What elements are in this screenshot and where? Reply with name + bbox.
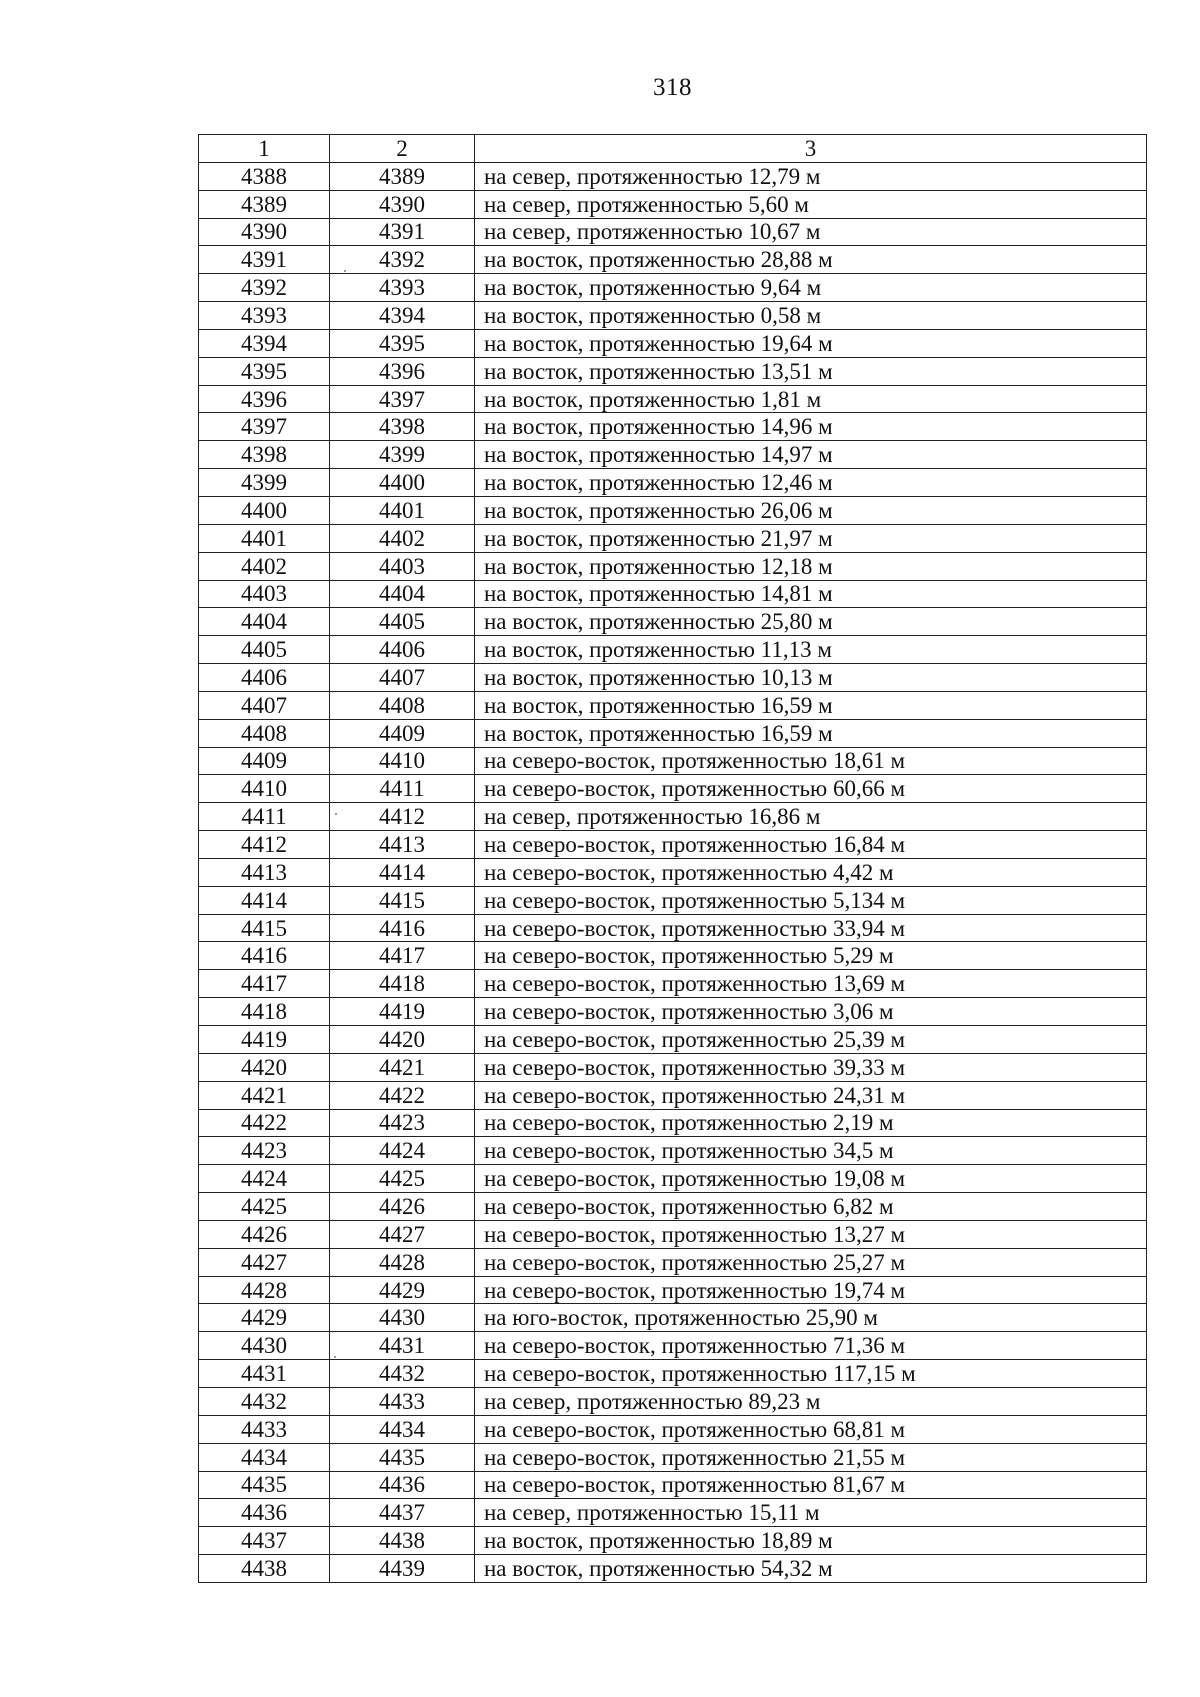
direction-length-cell: на восток, протяженностью 14,96 м — [475, 413, 1147, 441]
to-point-cell: 4400 — [330, 469, 475, 497]
direction-length-cell: на северо-восток, протяженностью 19,74 м — [475, 1276, 1147, 1304]
to-point-cell: 4430 — [330, 1304, 475, 1332]
scan-speck — [334, 1356, 336, 1358]
to-point-cell: 4437 — [330, 1499, 475, 1527]
table-row — [199, 942, 1147, 970]
from-point-cell: 4426 — [199, 1220, 330, 1248]
from-point-cell: 4438 — [199, 1555, 330, 1583]
from-point-cell: 4403 — [199, 580, 330, 608]
boundary-points-table — [198, 134, 1147, 1583]
to-point-cell: 4403 — [330, 552, 475, 580]
to-point-cell: 4419 — [330, 998, 475, 1026]
direction-length-cell: на северо-восток, протяженностью 39,33 м — [475, 1053, 1147, 1081]
from-point-cell: 4408 — [199, 719, 330, 747]
from-point-cell: 4413 — [199, 858, 330, 886]
table-row — [199, 580, 1147, 608]
to-point-cell: 4414 — [330, 858, 475, 886]
table-row — [199, 357, 1147, 385]
from-point-cell: 4436 — [199, 1499, 330, 1527]
direction-length-cell: на север, протяженностью 16,86 м — [475, 803, 1147, 831]
to-point-cell: 4421 — [330, 1053, 475, 1081]
table-row — [199, 524, 1147, 552]
from-point-cell: 4393 — [199, 302, 330, 330]
direction-length-cell: на северо-восток, протяженностью 117,15 м — [475, 1360, 1147, 1388]
from-point-cell: 4399 — [199, 469, 330, 497]
to-point-cell: 4399 — [330, 441, 475, 469]
boundary-table-container — [198, 134, 1146, 1583]
from-point-cell: 4431 — [199, 1360, 330, 1388]
to-point-cell: 4397 — [330, 385, 475, 413]
from-point-cell: 4429 — [199, 1304, 330, 1332]
direction-length-cell: на северо-восток, протяженностью 25,27 м — [475, 1248, 1147, 1276]
to-point-cell: 4438 — [330, 1527, 475, 1555]
to-point-cell: 4439 — [330, 1555, 475, 1583]
direction-length-cell: на восток, протяженностью 11,13 м — [475, 636, 1147, 664]
to-point-cell: 4429 — [330, 1276, 475, 1304]
direction-length-cell: на север, протяженностью 12,79 м — [475, 162, 1147, 190]
table-row — [199, 385, 1147, 413]
direction-length-cell: на северо-восток, протяженностью 21,55 м — [475, 1443, 1147, 1471]
to-point-cell: 4410 — [330, 747, 475, 775]
direction-length-cell: на северо-восток, протяженностью 2,19 м — [475, 1109, 1147, 1137]
table-row — [199, 1360, 1147, 1388]
direction-length-cell: на восток, протяженностью 21,97 м — [475, 524, 1147, 552]
direction-length-cell: на северо-восток, протяженностью 6,82 м — [475, 1193, 1147, 1221]
table-row — [199, 413, 1147, 441]
table-row — [199, 831, 1147, 859]
from-point-cell: 4394 — [199, 329, 330, 357]
from-point-cell: 4421 — [199, 1081, 330, 1109]
table-row — [199, 218, 1147, 246]
from-point-cell: 4402 — [199, 552, 330, 580]
from-point-cell: 4423 — [199, 1137, 330, 1165]
from-point-cell: 4425 — [199, 1193, 330, 1221]
table-row — [199, 1527, 1147, 1555]
from-point-cell: 4404 — [199, 608, 330, 636]
direction-length-cell: на северо-восток, протяженностью 13,27 м — [475, 1220, 1147, 1248]
direction-length-cell: на северо-восток, протяженностью 81,67 м — [475, 1471, 1147, 1499]
to-point-cell: 4420 — [330, 1026, 475, 1054]
direction-length-cell: на восток, протяженностью 0,58 м — [475, 302, 1147, 330]
table-row — [199, 1248, 1147, 1276]
from-point-cell: 4390 — [199, 218, 330, 246]
direction-length-cell: на север, протяженностью 89,23 м — [475, 1387, 1147, 1415]
table-row — [199, 998, 1147, 1026]
table-row — [199, 246, 1147, 274]
column-header-2: 2 — [330, 135, 475, 163]
from-point-cell: 4435 — [199, 1471, 330, 1499]
direction-length-cell: на восток, протяженностью 14,81 м — [475, 580, 1147, 608]
table-body — [199, 162, 1147, 1582]
from-point-cell: 4388 — [199, 162, 330, 190]
direction-length-cell: на северо-восток, протяженностью 4,42 м — [475, 858, 1147, 886]
from-point-cell: 4410 — [199, 775, 330, 803]
direction-length-cell: на восток, протяженностью 9,64 м — [475, 274, 1147, 302]
table-row — [199, 775, 1147, 803]
to-point-cell: 4405 — [330, 608, 475, 636]
table-row — [199, 691, 1147, 719]
direction-length-cell: на северо-восток, протяженностью 71,36 м — [475, 1332, 1147, 1360]
to-point-cell: 4394 — [330, 302, 475, 330]
to-point-cell: 4409 — [330, 719, 475, 747]
to-point-cell: 4404 — [330, 580, 475, 608]
to-point-cell: 4416 — [330, 914, 475, 942]
to-point-cell: 4434 — [330, 1415, 475, 1443]
table-row — [199, 1053, 1147, 1081]
table-row — [199, 747, 1147, 775]
table-row — [199, 1415, 1147, 1443]
to-point-cell: 4433 — [330, 1387, 475, 1415]
table-row — [199, 496, 1147, 524]
to-point-cell: 4402 — [330, 524, 475, 552]
direction-length-cell: на восток, протяженностью 12,18 м — [475, 552, 1147, 580]
direction-length-cell: на восток, протяженностью 18,89 м — [475, 1527, 1147, 1555]
from-point-cell: 4434 — [199, 1443, 330, 1471]
from-point-cell: 4396 — [199, 385, 330, 413]
direction-length-cell: на восток, протяженностью 16,59 м — [475, 719, 1147, 747]
table-row — [199, 970, 1147, 998]
from-point-cell: 4433 — [199, 1415, 330, 1443]
from-point-cell: 4409 — [199, 747, 330, 775]
to-point-cell: 4393 — [330, 274, 475, 302]
table-row — [199, 469, 1147, 497]
from-point-cell: 4398 — [199, 441, 330, 469]
from-point-cell: 4397 — [199, 413, 330, 441]
from-point-cell: 4422 — [199, 1109, 330, 1137]
direction-length-cell: на северо-восток, протяженностью 19,08 м — [475, 1165, 1147, 1193]
table-row — [199, 608, 1147, 636]
scan-speck — [344, 270, 346, 272]
direction-length-cell: на восток, протяженностью 14,97 м — [475, 441, 1147, 469]
to-point-cell: 4401 — [330, 496, 475, 524]
table-row — [199, 1276, 1147, 1304]
direction-length-cell: на северо-восток, протяженностью 24,31 м — [475, 1081, 1147, 1109]
to-point-cell: 4423 — [330, 1109, 475, 1137]
to-point-cell: 4422 — [330, 1081, 475, 1109]
direction-length-cell: на северо-восток, протяженностью 13,69 м — [475, 970, 1147, 998]
direction-length-cell: на север, протяженностью 10,67 м — [475, 218, 1147, 246]
table-row — [199, 329, 1147, 357]
from-point-cell: 4414 — [199, 886, 330, 914]
from-point-cell: 4412 — [199, 831, 330, 859]
to-point-cell: 4396 — [330, 357, 475, 385]
to-point-cell: 4435 — [330, 1443, 475, 1471]
to-point-cell: 4395 — [330, 329, 475, 357]
from-point-cell: 4401 — [199, 524, 330, 552]
to-point-cell: 4407 — [330, 664, 475, 692]
direction-length-cell: на северо-восток, протяженностью 60,66 м — [475, 775, 1147, 803]
table-row — [199, 803, 1147, 831]
from-point-cell: 4392 — [199, 274, 330, 302]
to-point-cell: 4436 — [330, 1471, 475, 1499]
direction-length-cell: на северо-восток, протяженностью 5,134 м — [475, 886, 1147, 914]
direction-length-cell: на восток, протяженностью 54,32 м — [475, 1555, 1147, 1583]
to-point-cell: 4411 — [330, 775, 475, 803]
to-point-cell: 4413 — [330, 831, 475, 859]
direction-length-cell: на север, протяженностью 15,11 м — [475, 1499, 1147, 1527]
table-row — [199, 1387, 1147, 1415]
table-row — [199, 1443, 1147, 1471]
direction-length-cell: на северо-восток, протяженностью 34,5 м — [475, 1137, 1147, 1165]
table-row — [199, 1332, 1147, 1360]
table-row — [199, 190, 1147, 218]
from-point-cell: 4406 — [199, 664, 330, 692]
from-point-cell: 4395 — [199, 357, 330, 385]
direction-length-cell: на восток, протяженностью 28,88 м — [475, 246, 1147, 274]
from-point-cell: 4427 — [199, 1248, 330, 1276]
table-row — [199, 1137, 1147, 1165]
to-point-cell: 4391 — [330, 218, 475, 246]
to-point-cell: 4431 — [330, 1332, 475, 1360]
table-row — [199, 886, 1147, 914]
direction-length-cell: на северо-восток, протяженностью 68,81 м — [475, 1415, 1147, 1443]
table-row — [199, 1165, 1147, 1193]
table-row — [199, 1109, 1147, 1137]
direction-length-cell: на восток, протяженностью 25,80 м — [475, 608, 1147, 636]
to-point-cell: 4398 — [330, 413, 475, 441]
to-point-cell: 4415 — [330, 886, 475, 914]
direction-length-cell: на северо-восток, протяженностью 3,06 м — [475, 998, 1147, 1026]
table-row — [199, 664, 1147, 692]
direction-length-cell: на северо-восток, протяженностью 16,84 м — [475, 831, 1147, 859]
table-row — [199, 1499, 1147, 1527]
table-row — [199, 636, 1147, 664]
to-point-cell: 4427 — [330, 1220, 475, 1248]
table-header-row — [199, 135, 1147, 163]
scan-speck — [335, 813, 337, 815]
from-point-cell: 4432 — [199, 1387, 330, 1415]
to-point-cell: 4412 — [330, 803, 475, 831]
to-point-cell: 4428 — [330, 1248, 475, 1276]
direction-length-cell: на восток, протяженностью 12,46 м — [475, 469, 1147, 497]
to-point-cell: 4390 — [330, 190, 475, 218]
table-row — [199, 1471, 1147, 1499]
to-point-cell: 4425 — [330, 1165, 475, 1193]
direction-length-cell: на восток, протяженностью 10,13 м — [475, 664, 1147, 692]
from-point-cell: 4391 — [199, 246, 330, 274]
from-point-cell: 4424 — [199, 1165, 330, 1193]
to-point-cell: 4417 — [330, 942, 475, 970]
table-row — [199, 1081, 1147, 1109]
from-point-cell: 4411 — [199, 803, 330, 831]
table-row — [199, 858, 1147, 886]
from-point-cell: 4420 — [199, 1053, 330, 1081]
direction-length-cell: на восток, протяженностью 1,81 м — [475, 385, 1147, 413]
table-row — [199, 914, 1147, 942]
from-point-cell: 4428 — [199, 1276, 330, 1304]
from-point-cell: 4417 — [199, 970, 330, 998]
direction-length-cell: на восток, протяженностью 19,64 м — [475, 329, 1147, 357]
page-number: 318 — [653, 74, 692, 101]
from-point-cell: 4407 — [199, 691, 330, 719]
direction-length-cell: на восток, протяженностью 16,59 м — [475, 691, 1147, 719]
direction-length-cell: на северо-восток, протяженностью 25,39 м — [475, 1026, 1147, 1054]
from-point-cell: 4437 — [199, 1527, 330, 1555]
direction-length-cell: на север, протяженностью 5,60 м — [475, 190, 1147, 218]
direction-length-cell: на северо-восток, протяженностью 5,29 м — [475, 942, 1147, 970]
direction-length-cell: на северо-восток, протяженностью 18,61 м — [475, 747, 1147, 775]
from-point-cell: 4419 — [199, 1026, 330, 1054]
to-point-cell: 4424 — [330, 1137, 475, 1165]
table-row — [199, 441, 1147, 469]
table-row — [199, 1304, 1147, 1332]
direction-length-cell: на восток, протяженностью 13,51 м — [475, 357, 1147, 385]
to-point-cell: 4408 — [330, 691, 475, 719]
from-point-cell: 4416 — [199, 942, 330, 970]
table-row — [199, 162, 1147, 190]
from-point-cell: 4418 — [199, 998, 330, 1026]
from-point-cell: 4415 — [199, 914, 330, 942]
table-row — [199, 552, 1147, 580]
from-point-cell: 4405 — [199, 636, 330, 664]
to-point-cell: 4432 — [330, 1360, 475, 1388]
to-point-cell: 4418 — [330, 970, 475, 998]
table-row — [199, 1220, 1147, 1248]
from-point-cell: 4400 — [199, 496, 330, 524]
table-row — [199, 1026, 1147, 1054]
to-point-cell: 4426 — [330, 1193, 475, 1221]
from-point-cell: 4389 — [199, 190, 330, 218]
to-point-cell: 4389 — [330, 162, 475, 190]
table-row — [199, 274, 1147, 302]
table-row — [199, 302, 1147, 330]
to-point-cell: 4406 — [330, 636, 475, 664]
direction-length-cell: на северо-восток, протяженностью 33,94 м — [475, 914, 1147, 942]
table-row — [199, 1193, 1147, 1221]
to-point-cell: 4392 — [330, 246, 475, 274]
table-row — [199, 1555, 1147, 1583]
column-header-1: 1 — [199, 135, 330, 163]
direction-length-cell: на юго-восток, протяженностью 25,90 м — [475, 1304, 1147, 1332]
column-header-3: 3 — [475, 135, 1147, 163]
table-row — [199, 719, 1147, 747]
from-point-cell: 4430 — [199, 1332, 330, 1360]
direction-length-cell: на восток, протяженностью 26,06 м — [475, 496, 1147, 524]
